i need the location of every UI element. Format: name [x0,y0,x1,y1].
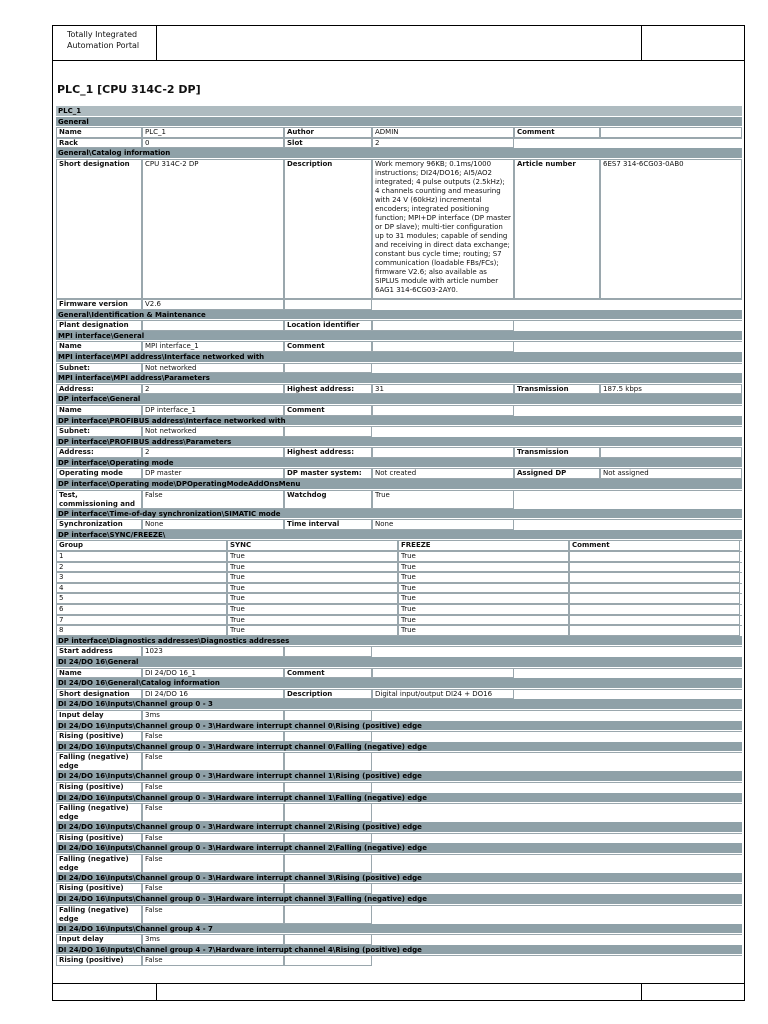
property-label: Address: [56,385,142,395]
property-value: False [142,753,284,771]
property-label: Name [56,406,142,416]
property-row [56,854,742,873]
property-label: Plant designation [56,321,142,331]
property-value: Not assigned [600,469,742,479]
property-row [56,490,742,509]
property-value: False [142,491,284,509]
property-value: Not created [372,469,514,479]
property-label: Rising (positive) [56,732,142,742]
property-value [372,669,514,679]
property-value: CPU 314C-2 DP [142,160,284,299]
property-row [56,710,742,721]
property-row [56,468,742,479]
table-cell [569,616,740,626]
property-row [56,905,742,924]
table-cell [569,605,740,615]
property-label: Falling (negative) edge [56,804,142,822]
property-row [56,731,742,742]
property-label: Assigned DP [514,469,600,479]
property-value: ADMIN [372,128,514,138]
property-value: DI 24/DO 16 [142,690,284,700]
property-value [284,834,372,844]
property-value: 6ES7 314-6CG03-0AB0 [600,160,742,299]
property-label: Slot [284,139,372,149]
table-cell: 1 [56,552,227,562]
column-header: Comment [569,541,740,551]
property-value: Work memory 96KB; 0.1ms/1000 instructions; DI24/DO16; AI5/AO2 integrated; 4 pulse outputs (2.5kHz); 4 channels counting and measuring with 24 V (60kHz) incremental encoders; integrated positioning function; MPI+DP interface (DP master or DP slave); multi-tier configuration up to 31 modules; capable of sending and receiving in direct data exchange; constant bus cycle time; routing; S7 communication (loadable FBs/FCs); firmware V2.6; also available as SIPLUS module with article number 6AG1 314-6CG03-2AY0. [372,160,514,299]
property-row [56,934,742,945]
table-cell: True [398,616,569,626]
property-row [56,363,742,374]
property-label: Operating mode [56,469,142,479]
property-label: Name [56,128,142,138]
table-cell: True [398,605,569,615]
property-label: Rising (positive) [56,956,142,966]
property-value: PLC_1 [142,128,284,138]
table-cell: True [398,626,569,636]
section-header: DI 24/DO 16\General [56,657,742,668]
property-value: V2.6 [142,300,284,310]
column-header: FREEZE [398,541,569,551]
table-cell: True [227,626,398,636]
property-label: Comment [514,128,600,138]
property-label: Short designation [56,690,142,700]
property-label: Subnet: [56,427,142,437]
section-header: DI 24/DO 16\Inputs\Channel group 0 - 3\Hardware interrupt channel 3\Rising (positive) edge [56,873,742,884]
section-header: General\Catalog information [56,148,742,159]
table-cell: True [227,605,398,615]
property-value [284,732,372,742]
property-label: Comment [284,406,372,416]
property-label: Article number [514,160,600,299]
table-cell: True [227,616,398,626]
property-value [284,753,372,771]
property-value [284,855,372,873]
property-value: Not networked [142,364,284,374]
property-label: Falling (negative) edge [56,906,142,924]
property-label: Rising (positive) [56,884,142,894]
section-header: DP interface\Time-of-day synchronization\SIMATIC mode [56,509,742,520]
section-header: PLC_1 [56,106,742,117]
table-row [56,551,742,562]
property-value: 3ms [142,935,284,945]
section-header: DI 24/DO 16\General\Catalog information [56,678,742,689]
footer-left-cell [53,984,157,1001]
property-row [56,883,742,894]
property-value: False [142,906,284,924]
section-header: DI 24/DO 16\Inputs\Channel group 0 - 3\Hardware interrupt channel 0\Falling (negative) edge [56,742,742,753]
section-header: General\Identification & Maintenance [56,310,742,321]
section-header: MPI interface\General [56,331,742,342]
property-value: False [142,956,284,966]
property-value [372,321,514,331]
section-header: DI 24/DO 16\Inputs\Channel group 4 - 7 [56,924,742,935]
property-value [284,783,372,793]
section-header: DP interface\SYNC/FREEZE\ [56,530,742,541]
table-cell: True [227,563,398,573]
table-cell: True [398,594,569,604]
property-row [56,447,742,458]
property-row [56,668,742,679]
property-value: False [142,884,284,894]
property-value: DP master [142,469,284,479]
property-label: Falling (negative) edge [56,855,142,873]
property-row [56,320,742,331]
table-row [56,593,742,604]
section-header: DP interface\Operating mode [56,458,742,469]
property-value: Digital input/output DI24 + DO16 [372,690,514,700]
section-header: DI 24/DO 16\Inputs\Channel group 0 - 3\Hardware interrupt channel 3\Falling (negative) edge [56,894,742,905]
property-value: False [142,783,284,793]
table-cell: True [398,573,569,583]
property-label: Falling (negative) edge [56,753,142,771]
property-label: Comment [284,342,372,352]
property-value: 0 [142,139,284,149]
property-value [600,448,742,458]
property-label: Watchdog [284,491,372,509]
property-row [56,341,742,352]
table-cell [569,594,740,604]
section-header: MPI interface\MPI address\Interface networked with [56,352,742,363]
table-cell: True [227,594,398,604]
property-value [372,342,514,352]
property-label: Location identifier [284,321,372,331]
section-header: DI 24/DO 16\Inputs\Channel group 0 - 3\Hardware interrupt channel 0\Rising (positive) edge [56,721,742,732]
property-row [56,405,742,416]
table-row [56,625,742,636]
property-value [284,906,372,924]
property-label: Input delay [56,935,142,945]
property-value [284,884,372,894]
property-row [56,384,742,395]
property-row [56,299,742,310]
property-label: Name [56,669,142,679]
property-label: Address: [56,448,142,458]
table-cell: True [227,573,398,583]
property-value: False [142,855,284,873]
section-header: DI 24/DO 16\Inputs\Channel group 0 - 3\Hardware interrupt channel 1\Rising (positive) edge [56,771,742,782]
table-cell [569,573,740,583]
table-cell [569,563,740,573]
page-title: PLC_1 [CPU 314C-2 DP] [57,83,201,96]
table-cell: 5 [56,594,227,604]
property-row [56,127,742,138]
table-cell: True [227,552,398,562]
footer-center-cell [157,984,642,1001]
property-value [284,935,372,945]
property-label: Rack [56,139,142,149]
property-label: Author [284,128,372,138]
property-label: Description [284,690,372,700]
property-row [56,646,742,657]
property-label: Description [284,160,372,299]
property-value: DP interface_1 [142,406,284,416]
property-value [372,406,514,416]
table-cell: 6 [56,605,227,615]
table-cell: 4 [56,584,227,594]
property-value: 2 [142,448,284,458]
section-header: DI 24/DO 16\Inputs\Channel group 0 - 3\Hardware interrupt channel 2\Rising (positive) edge [56,822,742,833]
property-row [56,803,742,822]
property-value [284,427,372,437]
property-label: Input delay [56,711,142,721]
property-value [600,128,742,138]
property-label: Transmission [514,385,600,395]
table-cell: 8 [56,626,227,636]
property-label: Subnet: [56,364,142,374]
property-row [56,833,742,844]
property-value: 2 [142,385,284,395]
property-label: Rising (positive) [56,783,142,793]
property-row [56,782,742,793]
property-label: Rising (positive) [56,834,142,844]
property-value: Not networked [142,427,284,437]
property-value [142,321,284,331]
page-footer [53,983,744,1000]
property-row [56,752,742,771]
property-label: Time interval [284,520,372,530]
app-name [53,26,157,60]
property-value [284,647,372,657]
table-cell [569,626,740,636]
property-label: Comment [284,669,372,679]
header-center-cell [157,26,642,60]
table-cell: True [227,584,398,594]
column-header: Group [56,541,227,551]
property-label: Start address [56,647,142,657]
app-name-line2: Automation Portal [67,41,140,50]
property-value: MPI interface_1 [142,342,284,352]
table-cell: 2 [56,563,227,573]
table-cell: True [398,584,569,594]
property-value [372,448,514,458]
property-value [284,711,372,721]
property-value [284,364,372,374]
table-row [56,572,742,583]
table-row [56,615,742,626]
property-row [56,689,742,700]
section-header: DI 24/DO 16\Inputs\Channel group 0 - 3\Hardware interrupt channel 1\Falling (negative) edge [56,793,742,804]
sync-table-header [56,540,742,551]
property-label: Name [56,342,142,352]
table-row [56,583,742,594]
property-label: DP master system: [284,469,372,479]
property-value: None [142,520,284,530]
property-label: Test, commissioning and [56,491,142,509]
column-header: SYNC [227,541,398,551]
table-row [56,562,742,573]
section-header: DI 24/DO 16\Inputs\Channel group 0 - 3 [56,699,742,710]
property-row [56,519,742,530]
table-cell: True [398,563,569,573]
page-header [53,26,744,61]
table-cell [569,552,740,562]
report-content [56,106,742,966]
property-label: Transmission [514,448,600,458]
property-row [56,159,742,299]
property-label: Firmware version [56,300,142,310]
property-label: Highest address: [284,385,372,395]
table-cell [569,584,740,594]
property-row [56,138,742,149]
property-value [284,956,372,966]
section-header: DP interface\General [56,394,742,405]
section-header: DI 24/DO 16\Inputs\Channel group 4 - 7\Hardware interrupt channel 4\Rising (positive) edge [56,945,742,956]
property-label: Synchronization [56,520,142,530]
property-value: False [142,804,284,822]
property-value [284,804,372,822]
property-value: 1023 [142,647,284,657]
section-header: DP interface\PROFIBUS address\Interface networked with [56,416,742,427]
section-header: DP interface\PROFIBUS address\Parameters [56,437,742,448]
table-row [56,604,742,615]
section-header: DI 24/DO 16\Inputs\Channel group 0 - 3\Hardware interrupt channel 2\Falling (negative) edge [56,843,742,854]
property-value: False [142,834,284,844]
property-value: 2 [372,139,514,149]
property-value: True [372,491,514,509]
property-value: 31 [372,385,514,395]
table-cell: 3 [56,573,227,583]
section-header: DP interface\Diagnostics addresses\Diagnostics addresses [56,636,742,647]
section-header: DP interface\Operating mode\DPOperatingModeAddOnsMenu [56,479,742,490]
property-value: DI 24/DO 16_1 [142,669,284,679]
property-label: Highest address: [284,448,372,458]
property-label: Short designation [56,160,142,299]
app-name-line1: Totally Integrated [67,30,138,39]
property-row [56,426,742,437]
property-row [56,955,742,966]
table-cell: True [398,552,569,562]
property-value: False [142,732,284,742]
property-value [284,300,372,310]
section-header: MPI interface\MPI address\Parameters [56,373,742,384]
table-cell: 7 [56,616,227,626]
property-value: 3ms [142,711,284,721]
property-value: 187.5 kbps [600,385,742,395]
section-header: General [56,117,742,128]
property-value: None [372,520,514,530]
